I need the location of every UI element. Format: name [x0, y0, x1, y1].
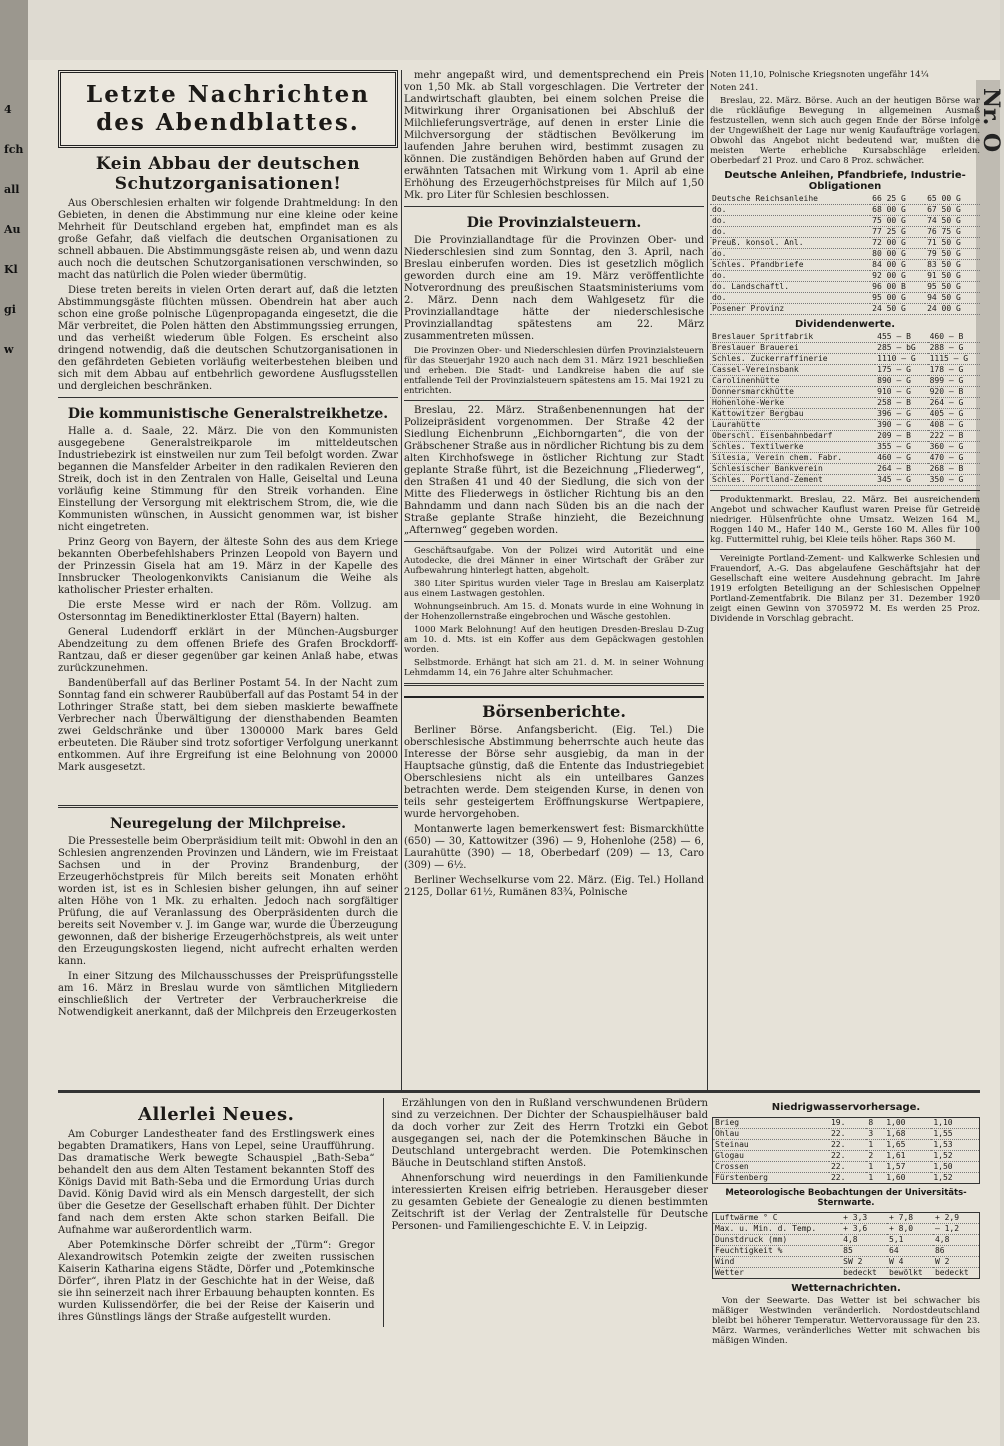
table-row [713, 1268, 980, 1279]
article-paragraph: Prinz Georg von Bayern, der älteste Sohn des aus dem Kriege bekannten Oberbefehlshabers Prinzen Leopold von Bayern und der Prinzessin Gisela hat am 19. März in der Kapelle des Innsbrucker Theologenkonvikts Canisianum die Weihe als katholischer Priester erhalten. [58, 537, 398, 596]
table-cell: 22. [829, 1140, 866, 1151]
table-cell: 899 — G [928, 376, 980, 387]
table-cell: 5,1 [887, 1235, 933, 1246]
table-row [710, 260, 980, 271]
table-cell: Schles. Textilwerke [710, 442, 875, 453]
table-cell: + 7,8 [887, 1213, 933, 1224]
right-fragment: O [978, 133, 1004, 153]
table-cell: 79 50 G [925, 249, 980, 260]
table-cell: 22. [829, 1151, 866, 1162]
table-cell: 4,8 [841, 1235, 887, 1246]
table-cell: do. [710, 293, 870, 304]
table-cell: 1,57 [884, 1162, 931, 1173]
article-paragraph: Diese treten bereits in vielen Orten derart auf, daß die letzten Abstimmungsgäste flüchten müssen. Obendrein hat aber auch schon eine große polnische Lügenpropaganda eingesetzt, die die Mär verbreitet, die Polen hätten den Abstimmungssieg errungen, und das verheißt wiederum üble Folgen. Es erscheint also dringend notwendig, daß die deutschen Schutzorganisationen in den gefährdeten Gebieten vorläufig weiterbestehen bleiben und sich mit dem Abbau auf entbehrlich gewordene Ausflugsstellen und dergleichen beschränken. [58, 285, 398, 392]
table-cell: + 2,9 [933, 1213, 980, 1224]
table-cell: do. [710, 205, 870, 216]
market-report: Produktenmarkt. Breslau, 22. März. Bei ausreichendem Angebot und schwacher Kauflust waren Preise für Getreide niedriger. Hülsenfrüchte ohne Umsatz. Weizen 164 M., Roggen 140 M., Hafer 140 M., Gerste 160 M. Alles für 100 kg. Futtermittel ruhig, bei Kleie teils höher. Raps 360 M. [710, 495, 980, 545]
table-row [713, 1213, 980, 1224]
table-cell: 355 — G [875, 442, 927, 453]
table-title: Deutsche Anleihen, Pfandbriefe, Industrie-Obligationen [724, 170, 966, 192]
table-title: Dividendenwerte. [794, 319, 896, 330]
article-paragraph: Aus Oberschlesien erhalten wir folgende Drahtmeldung: In den Gebieten, in denen die Abstimmung nur eine kleine oder keine Mehrheit für Deutschland ergeben hat, empfindet man es als große Gefahr, daß vielfach die deutschen Organisationen zu schnell abbauen. Die Abstimmungsgäste reisen ab, und wenn dazu auch noch die deutschen Schutzorganisationen verschwinden, so macht das natürlich die Polen wieder übermütig. [58, 198, 398, 281]
table-cell: Kattowitzer Bergbau [710, 409, 875, 420]
table-cell: Brieg [713, 1118, 829, 1129]
column-3 [710, 70, 980, 1085]
table-cell: Deutsche Reichsanleihe [710, 194, 870, 205]
table-cell: 1,68 [884, 1129, 931, 1140]
table-cell: 178 — G [928, 365, 980, 376]
article-paragraph: Am Coburger Landestheater fand des Erstlingswerk eines begabten Dramatikers, Hans von Lepel, seine Uraufführung. Das dramatische Werk bewegte Schauspiel „Bath-Seba“ behandelt den aus dem Alten Testament bekannten Stoff des Königs David mit Bath-Seba und die Ermordung Urias durch David. König David wird als ein Mensch dargestellt, der sich über die Gesetze der Gesellschaft erhaben fühlt. Der Dichter fand nach dem ersten Akte schon starken Beifall. Die Aufnahme war außerordentlich warm. [58, 1129, 375, 1236]
divider [404, 541, 704, 542]
table-cell: 95 50 G [925, 282, 980, 293]
weather-section [712, 1098, 980, 1428]
table-row [710, 227, 980, 238]
table-cell: 72 00 G [870, 238, 925, 249]
divider [58, 397, 398, 398]
table-row [713, 1151, 980, 1162]
bottom-news [58, 1098, 708, 1428]
article-headline: Kein Abbau der deutschen Schutzorganisationen! [95, 154, 361, 194]
article-paragraph: Die Provinzen Ober- und Niederschlesien dürfen Provinzialsteuern für das Steuerjahr 1920 auch nach dem 31. März 1921 beschließen und erheben. Die Stadt- und Landkreise haben die auf sie entfallende Teil der Provinzialsteuern spätestens am 15. Mai 1921 zu entrichten. [404, 346, 704, 396]
table-cell: 94 50 G [925, 293, 980, 304]
table-title: Wetternachrichten. [791, 1283, 901, 1294]
local-note: Geschäftsaufgabe. Von der Polizei wird Autorität und eine Autodecke, die drei Männer in einer Wirtschaft der Gräber zur Aufbewahrung hinterlegt hatten, abgeholt. [404, 546, 704, 576]
table-cell: 65 00 G [925, 194, 980, 205]
table-cell: 405 — G [928, 409, 980, 420]
table-cell: 66 25 G [870, 194, 925, 205]
article-headline: Allerlei Neues. [138, 1104, 295, 1125]
table-row [713, 1129, 980, 1140]
table-row [710, 442, 980, 453]
divider [58, 805, 398, 808]
table-cell: 80 00 G [870, 249, 925, 260]
table-row [710, 238, 980, 249]
table-cell: Max. u. Min. d. Temp. [713, 1224, 842, 1235]
table-cell: 1,55 [931, 1129, 979, 1140]
table-row [710, 431, 980, 442]
table-row [710, 464, 980, 475]
table-cell: 68 00 G [870, 205, 925, 216]
divider [404, 683, 704, 686]
divider [710, 549, 980, 550]
column-2 [404, 70, 704, 1085]
column-divider [383, 1098, 384, 1327]
article-paragraph: Erzählungen von den in Rußland verschwundenen Brüdern sind zu verzeichnen. Der Dichter der Schauspielhäuser bald da doch vorher zur Zeit des Herrn Trotzki ein Gebot ausgegangen sei, nach der die Potemkinschen Bäuche in Deutschland untergebracht werden. Die Potemkinschen Bäuche in Deutschland stiften Anstoß. [391, 1098, 708, 1169]
table-cell: W 4 [887, 1257, 933, 1268]
table-row [713, 1235, 980, 1246]
text-line: Noten 241. [710, 83, 759, 93]
margin-fragment: Kl [4, 263, 18, 276]
table-cell: 1,65 [884, 1140, 931, 1151]
local-note: Selbstmorde. Erhängt hat sich am 21. d. M. in seiner Wohnung Lehmdamm 14, ein 76 Jahre alter Schuhmacher. [404, 658, 704, 678]
table-cell: Posener Provinz [710, 304, 870, 315]
table-row [710, 332, 980, 343]
section-divider [58, 1090, 980, 1093]
table-cell: Cassel-Vereinsbank [710, 365, 875, 376]
table-cell: Ohlau [713, 1129, 829, 1140]
column-divider [401, 70, 402, 1090]
local-note: 1000 Mark Belohnung! Auf den heutigen Dresden-Breslau D-Zug am 10. d. Mts. ist ein Koffer aus dem Gepäckwagen gestohlen worden. [404, 625, 704, 655]
table-row [710, 398, 980, 409]
table-cell: Breslauer Brauerei [710, 343, 875, 354]
table-cell: 920 — B [928, 387, 980, 398]
article-paragraph: Bandenüberfall auf das Berliner Postamt 54. In der Nacht zum Sonntag fand ein schwerer Raubüberfall auf das Postamt 54 in der Lothringer Straße statt, bei dem sieben maskierte bewaffnete Verbrecher nach Überwältigung der diensthabenden Beamten zwei Geldschränke und über 1300000 Mark bares Geld erbeuteten. Die Räuber sind trotz sofortiger Verfolgung unerkannt entkommen. Auf ihre Ergreifung ist eine Belohnung von 20000 Mark ausgesetzt. [58, 678, 398, 773]
table-row [710, 409, 980, 420]
table-cell: 67 50 G [925, 205, 980, 216]
table-cell: do. [710, 271, 870, 282]
table-cell: 360 — G [928, 442, 980, 453]
margin-fragment: 4 [4, 103, 12, 116]
margin-fragment: gi [4, 303, 16, 316]
table-cell: 910 — G [875, 387, 927, 398]
table-cell: 22. [829, 1162, 866, 1173]
table-cell: do. Landschaftl. [710, 282, 870, 293]
table-row [713, 1257, 980, 1268]
table-cell: Glogau [713, 1151, 829, 1162]
table-cell: Schlesischer Bankverein [710, 464, 875, 475]
article-paragraph: Die erste Messe wird er nach der Röm. Vollzug. am Ostersonntag im Benediktinerkloster Ettal (Bayern) halten. [58, 600, 398, 623]
table-cell: Carolinenhütte [710, 376, 875, 387]
table-row [710, 216, 980, 227]
table-cell: 264 — B [875, 464, 927, 475]
table-cell: Wetter [713, 1268, 842, 1279]
table-cell: + 8,0 [887, 1224, 933, 1235]
table-cell: Schles. Portland-Zement [710, 475, 875, 486]
table-cell: 1110 — G [875, 354, 927, 365]
table-cell: 1,00 [884, 1118, 931, 1129]
column-1 [58, 70, 398, 780]
table-cell: 396 — G [875, 409, 927, 420]
table-cell: 91 50 G [925, 271, 980, 282]
table-cell: 390 — G [875, 420, 927, 431]
margin-fragment: all [4, 183, 20, 196]
table-cell: Schles. Pfandbriefe [710, 260, 870, 271]
table-cell: 209 — B [875, 431, 927, 442]
table-cell: bewölkt [887, 1268, 933, 1279]
article-paragraph: Die Provinziallandtage für die Provinzen Ober- und Niederschlesien sind zum Sonntag, den 3. April, nach Breslau einberufen worden. Dies ist gesetzlich möglich geworden durch eine am 19. März veröffentlichte Notverordnung des preußischen Staatsministeriums vom 2. März. Denn nach dem Wahlgesetz für die Provinziallandtage hätte der niederschlesische Provinziallandtag spätestens am 22. März zusammentreten müssen. [404, 235, 704, 342]
table-cell: bedeckt [933, 1268, 980, 1279]
table-cell: 2 [866, 1151, 884, 1162]
table-cell: Laurahütte [710, 420, 875, 431]
table-cell: 1115 — G [928, 354, 980, 365]
article-paragraph: Ahnenforschung wird neuerdings in den Familienkunde interessierten Kreisen eifrig betrieben. Herausgeber dieser zu gesamten Gebiete der Genealogie zu dienen bestimmten Zeitschrift ist der Verlag der Zentralstelle für Deutsche Personen- und Familiengeschichte E. V. in Leipzig. [391, 1173, 708, 1232]
table-cell: 1,52 [931, 1173, 979, 1184]
table-cell: 75 00 G [870, 216, 925, 227]
table-cell: 24 00 G [925, 304, 980, 315]
margin-fragment: fch [4, 143, 24, 156]
article-paragraph: Berliner Wechselkurse vom 22. März. (Eig. Tel.) Holland 2125, Dollar 61½, Rumänen 83¾, Polnische [404, 875, 704, 898]
local-note: 380 Liter Spiritus wurden vieler Tage in Breslau am Kaiserplatz aus einem Lastwagen gestohlen. [404, 579, 704, 599]
table-cell: Breslauer Spritfabrik [710, 332, 875, 343]
table-row [713, 1224, 980, 1235]
article-paragraph: Aber Potemkinsche Dörfer schreibt der „Türm“: Gregor Alexandrowitsch Potemkin zeigte der zweiten russischen Kaiserin Katharina eigens Städte, Dörfer und „Potemkinsche Dörfer“, ihren Platz in der Geschichte hat in der Weise, daß sie ihn seinerzeit nach ihrer Erbauung behaupten konnten. Es wurden Kulissendörfer, die bei der Reise der Kaiserin und ihres Günstlings längs der Straße aufgestellt wurden. [58, 1240, 375, 1323]
article-headline: Börsenberichte. [404, 696, 704, 721]
table-cell: 84 00 G [870, 260, 925, 271]
table-cell: 222 — B [928, 431, 980, 442]
divider [710, 490, 980, 491]
article-paragraph: General Ludendorff erklärt in der München-Augsburger Abendzeitung zu dem offenen Briefe des Grafen Brockdorff-Rantzau, daß er dieser gegenüber gar keinen Anlaß habe, etwas zurückzunehmen. [58, 627, 398, 674]
table-row [710, 304, 980, 315]
table-row [710, 249, 980, 260]
table-cell: 74 50 G [925, 216, 980, 227]
table-cell: 96 00 B [870, 282, 925, 293]
table-cell: 76 75 G [925, 227, 980, 238]
table-cell: 22. [829, 1173, 866, 1184]
table-cell: Dunstdruck (mm) [713, 1235, 842, 1246]
weather-notes: Von der Seewarte. Das Wetter ist bei schwacher bis mäßiger Westwinden veränderlich. Nordostdeutschland bleibt bei höherer Temperatur. Wettervoraussage für den 23. März. Warmes, veränderliches Wetter mit schwachen bis mäßigen Winden. [712, 1296, 980, 1346]
table-cell: 1,52 [931, 1151, 979, 1162]
article-headline: Die Provinzialsteuern. [466, 215, 642, 231]
table-row [710, 282, 980, 293]
top-margin [28, 0, 1000, 60]
table-cell: Steinau [713, 1140, 829, 1151]
table-cell: 408 — G [928, 420, 980, 431]
table-cell: 1 [866, 1140, 884, 1151]
table-cell: 77 25 G [870, 227, 925, 238]
table-cell: Donnersmarckhütte [710, 387, 875, 398]
table-cell: 285 — bG [875, 343, 927, 354]
table-cell: 1,60 [884, 1173, 931, 1184]
table-cell: 64 [887, 1246, 933, 1257]
table-cell: 1,61 [884, 1151, 931, 1162]
table-cell: Oberschl. Eisenbahnbedarf [710, 431, 875, 442]
table-row [710, 387, 980, 398]
section-title-box [58, 70, 398, 148]
bond-table [710, 194, 980, 315]
table-cell: 1,50 [931, 1162, 979, 1173]
section-title: Letzte Nachrichten des Abendblattes. [86, 81, 370, 136]
table-cell: Silesia, Verein chem. Fabr. [710, 453, 875, 464]
table-row [713, 1140, 980, 1151]
table-cell: 83 50 G [925, 260, 980, 271]
table-title: Niedrigwasservorhersage. [771, 1102, 921, 1113]
table-cell: 71 50 G [925, 238, 980, 249]
margin-fragment: Au [4, 223, 21, 236]
table-cell: Preuß. konsol. Anl. [710, 238, 870, 249]
table-cell: Luftwärme ° C [713, 1213, 842, 1224]
table-row [710, 271, 980, 282]
table-cell: do. [710, 216, 870, 227]
dividend-table [710, 332, 980, 486]
table-cell: do. [710, 249, 870, 260]
article-paragraph: Montanwerte lagen bemerkenswert fest: Bismarckhütte (650) — 30, Kattowitzer (396) — 9, Hohenlohe (258) — 6, Laurahütte (390) — 18, Oberbedarf (209) — 13, Caro (309) — 6½. [404, 824, 704, 871]
table-cell: Fürstenberg [713, 1173, 829, 1184]
table-row [713, 1118, 980, 1129]
table-cell: bedeckt [841, 1268, 887, 1279]
table-cell: 460 — G [875, 453, 927, 464]
table-cell: 264 — G [928, 398, 980, 409]
table-row [710, 293, 980, 304]
divider [404, 206, 704, 207]
column-1-lower [58, 800, 398, 1090]
table-cell: + 3,6 [841, 1224, 887, 1235]
table-row [710, 453, 980, 464]
table-row [710, 475, 980, 486]
company-report: Vereinigte Portland-Zement- und Kalkwerke Schlesien und Frauendorf, A.-G. Das abgelaufene Geschäftsjahr hat der Gesellschaft eine weitere Ausdehnung gebracht. Im Jahre 1919 erfolgten Beteiligung an der Schlesischen Oppelner Portland-Zementfabrik. Die Bilanz per 31. Dezember 1920 zeigt einen Gewinn von 3705972 M. Es werden 25 Proz. Dividende in Vorschlag gebracht. [710, 554, 980, 624]
text-line: Noten 11,10, Polnische Kriegsnoten ungefähr 14¼ [710, 70, 929, 80]
table-cell: 1 [866, 1162, 884, 1173]
article-paragraph: Die Pressestelle beim Oberpräsidium teilt mit: Obwohl in den an Schlesien angrenzenden Provinzen und Ländern, wie im Freistaat Sachsen und in der Provinz Brandenburg, der Erzeugerhöchstpreis für Milch bereits seit Monaten erhöht worden ist, ist es in Schlesien bisher gelungen, ihn auf seiner alten Höhe von 1 Mk. zu erhalten. Jedoch nach sorgfältiger Prüfung, die auf Veranlassung des Oberpräsidenten durch die bereits seit November v. J. im Gange war, wurde die Überzeugung gewonnen, daß der bisherige Erzeugerhöchstpreis, als weit unter den Erzeugungskosten liegend, nicht aufrecht erhalten werden kann. [58, 836, 398, 967]
table-cell: W 2 [933, 1257, 980, 1268]
table-cell: 8 [866, 1118, 884, 1129]
table-title: Meteorologische Beobachtungen der Universitäts-Sternwarte. [725, 1188, 967, 1208]
table-cell: 19. [829, 1118, 866, 1129]
table-row [710, 343, 980, 354]
right-fragment: Nr. [978, 88, 1004, 126]
table-cell: 288 — G [928, 343, 980, 354]
water-level-table [712, 1117, 980, 1184]
table-row [713, 1162, 980, 1173]
table-cell: Schles. Zuckerraffinerie [710, 354, 875, 365]
table-cell: 455 — B [875, 332, 927, 343]
table-cell: 3 [866, 1129, 884, 1140]
article-paragraph: Halle a. d. Saale, 22. März. Die von den Kommunisten ausgegebene Generalstreikparole im mitteldeutschen Industriebezirk ist einstweilen nur zum Teil befolgt worden. Zwar begannen die Mansfelder Arbeiter in den radikalen Revieren den Streik, doch ist in den Zentralen von Halle, Geiseltal und Leuna vorläufig keine Stimmung für den Streik vorhanden. Eine Einstellung der Versorgung mit elektrischem Strom, die, wie die Kommunisten wünschen, in Aussicht genommen war, ist bisher nicht eingetreten. [58, 426, 398, 533]
table-cell: 86 [933, 1246, 980, 1257]
margin-fragment: w [4, 343, 14, 356]
article-paragraph: mehr angepaßt wird, und dementsprechend ein Preis von 1,50 Mk. ab Stall vorgeschlagen. Die Vertreter der Landwirtschaft glaubten, bei einem solchen Preise die Mitwirkung ihrer Organisationen bei Abschluß der Milchlieferungsverträge, auf denen in erster Linie die Milchversorgung der städtischen Bevölkerung im laufenden Jahre beruhen wird, bestimmt zusagen zu können. Die zuständigen Behörden haben auf Grund der erwähnten Tatsachen mit Wirkung vom 1. April ab eine Erhöhung des Erzeugerhöchstpreises für Milch auf 1,50 Mk. pro Liter für Schlesien beschlossen. [404, 70, 704, 201]
table-cell: 470 — G [928, 453, 980, 464]
table-cell: 890 — G [875, 376, 927, 387]
table-cell: 258 — B [875, 398, 927, 409]
table-cell: 268 — B [928, 464, 980, 475]
table-row [713, 1173, 980, 1184]
article-paragraph: Berliner Börse. Anfangsbericht. (Eig. Tel.) Die oberschlesische Abstimmung beherrschte auch heute das Interesse der Börse sehr ausgiebig, da man in der Hauptsache günstig, daß die Entente das Industriegebiet Oberschlesiens nicht als ein unteilbares Ganzes betrachten werde. Dem steigenden Kurse, in denen von teils sehr gesteigertem Eröffnungskurse Wertpapiere, wurde hervorgehoben. [404, 725, 704, 820]
table-cell: 85 [841, 1246, 887, 1257]
table-cell: 4,8 [933, 1235, 980, 1246]
table-row [710, 354, 980, 365]
article-headline: Neuregelung der Milchpreise. [109, 816, 347, 832]
table-cell: 1,53 [931, 1140, 979, 1151]
table-row [710, 376, 980, 387]
table-cell: 1,10 [931, 1118, 979, 1129]
table-cell: Feuchtigkeit % [713, 1246, 842, 1257]
table-cell: 1 [866, 1173, 884, 1184]
table-cell: 350 — G [928, 475, 980, 486]
table-row [713, 1246, 980, 1257]
table-row [710, 194, 980, 205]
table-cell: do. [710, 227, 870, 238]
table-cell: Hohenlohe-Werke [710, 398, 875, 409]
table-cell: 460 — B [928, 332, 980, 343]
table-cell: 345 — G [875, 475, 927, 486]
table-row [710, 420, 980, 431]
article-paragraph: In einer Sitzung des Milchausschusses der Preisprüfungsstelle am 16. März in Breslau wurde von sämtlichen Mitgliedern einschließlich der Vertreter der Verbraucherkreise die Notwendigkeit anerkannt, daß der Milchpreis den Erzeugerkosten [58, 971, 398, 1018]
column-divider [707, 70, 708, 1090]
table-row [710, 365, 980, 376]
table-cell: 92 00 G [870, 271, 925, 282]
left-margin-strip [0, 0, 30, 1446]
table-cell: — 1,2 [933, 1224, 980, 1235]
local-note: Wohnungseinbruch. Am 15. d. Monats wurde in eine Wohnung in der Hohenzollernstraße eingebrochen und Wäsche gestohlen. [404, 602, 704, 622]
table-cell: Wind [713, 1257, 842, 1268]
article-headline: Die kommunistische Generalstreikhetze. [67, 406, 389, 422]
table-cell: 95 00 G [870, 293, 925, 304]
table-cell: 24 50 G [870, 304, 925, 315]
bourse-report: Breslau, 22. März. Börse. Auch an der heutigen Börse war die rückläufige Bewegung in allgemeinen Ausmaß festzustellen, wenn sich auch gegen Ende der Börse infolge der Ungewißheit der Lage nur wenig Kaufaufträge vorlagen. Obwohl das Angebot nicht bedeutend war, mußten die meisten Werte erhebliche Kursabschläge erleiden. Oberbedarf 21 Proz. und Caro 8 Proz. schwächer. [710, 96, 980, 166]
meteo-table [712, 1212, 980, 1279]
table-cell: + 3,3 [841, 1213, 887, 1224]
table-row [710, 205, 980, 216]
table-cell: 22. [829, 1129, 866, 1140]
table-cell: SW 2 [841, 1257, 887, 1268]
article-paragraph: Breslau, 22. März. Straßenbenennungen hat der Polizeipräsident vorgenommen. Der Straße 42 der Siedlung Eichenbrunn „Eichborngarten“, die von der Gräbschener Straße aus in nördlicher Richtung bis zu dem alten Kirchhofswege in östlicher Richtung zur Stadt geplante Straße führt, ist die Bezeichnung „Fliederweg“, den Straßen 41 und 40 der Siedlung, die sich von der Mitte des Fliederwegs in östlicher Richtung bis an den Bahndamm und dann nach Süden bis an die nach der Straße geplante Straße hinzieht, die Bezeichnung „Afternweg“ gegeben worden. [404, 405, 704, 536]
divider [404, 400, 704, 401]
table-cell: 175 — G [875, 365, 927, 376]
table-cell: Crossen [713, 1162, 829, 1173]
